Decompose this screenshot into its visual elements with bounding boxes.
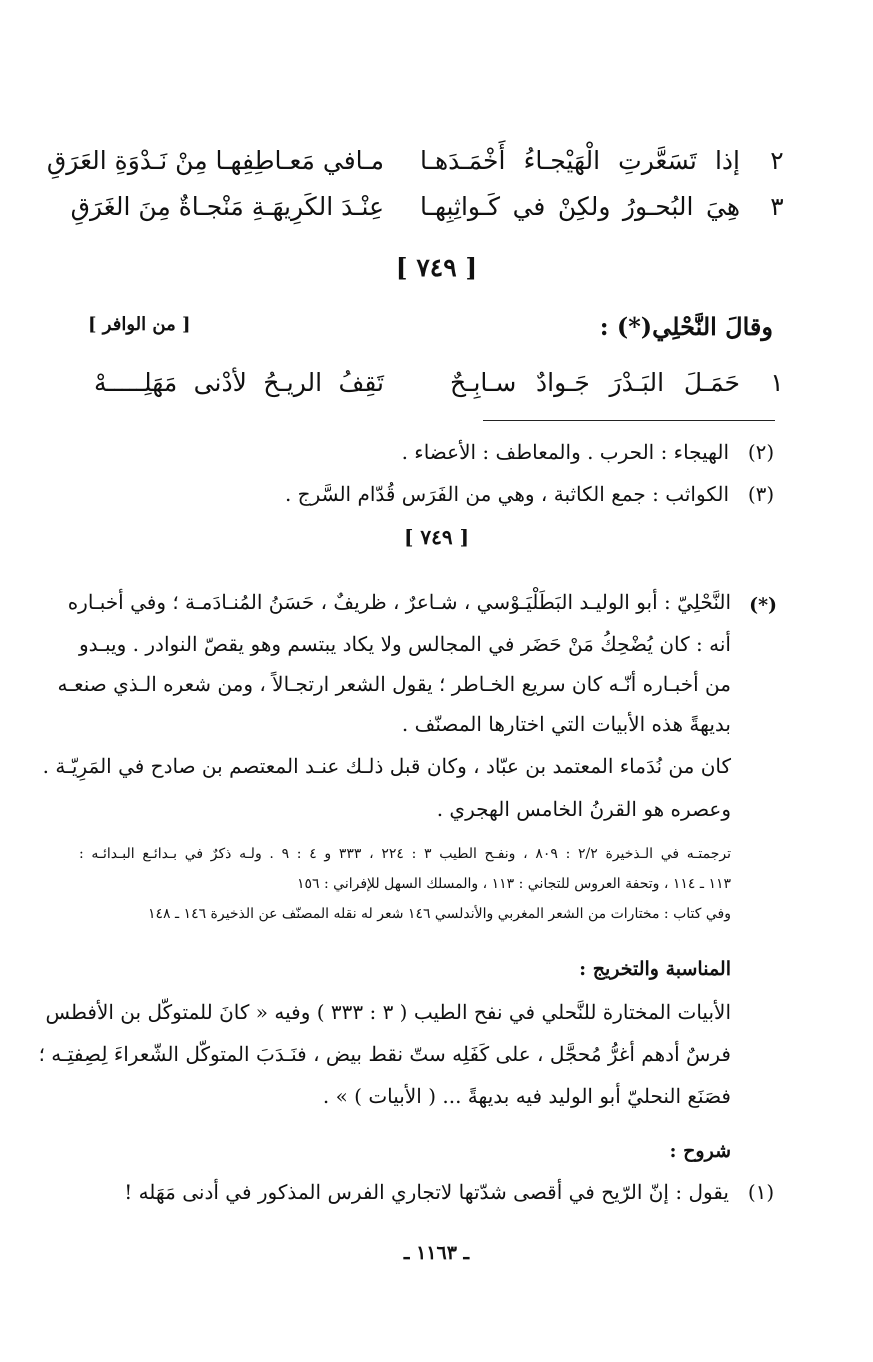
biography-line: كان من نُدَماء المعتمد بن عبّاد ، وكان قبل ذلـك عنـد المعتصم بن صادح في المَرِيّـة . (42, 754, 731, 778)
poem-number-footnote: [ ٧٤٩ ] (403, 525, 470, 549)
verse-number: ٣ (770, 192, 784, 221)
poem-heading: وقالَ النَّحْلِي(*) : (599, 312, 773, 341)
footnote-number: (٢) (747, 440, 775, 464)
verse-second-hemistich: مـافي مَعـاطِفِهـا مِنْ نَـدْوَةِ العَرَقِ (46, 146, 384, 175)
footnote-text: الهيجاء : الحرب . والمعاطف : الأعضاء . (401, 440, 729, 464)
section-body-line: فرسٌ أدهم أغرُّ مُحجَّل ، على كَفَلِه ستّ نقط بيض ، فنَـدَبَ المتوكّل الشّعراءَ لِصِفتِـه ؛ (38, 1042, 731, 1066)
verse-second-hemistich: عِنْـدَ الكَرِيهَـةِ مَنْجـاةٌ مِنَ الغَرَقِ (70, 192, 384, 221)
biography-line: وعصره هو القرنُ الخامس الهجري . (436, 797, 731, 821)
verse-row (72, 368, 792, 408)
footnote (87, 482, 777, 516)
footnote-text: الكواثب : جمع الكاثبة ، وهي من الفَرَس قُدّام السَّرج . (284, 482, 729, 506)
section-body-line: الأبيات المختارة للنَّحلي في نفح الطيب ( ٣ : ٣٣٣ ) وفيه « كانَ للمتوكّل بن الأفطس (45, 1000, 731, 1024)
verse-row (46, 146, 792, 186)
commentary-text: يقول : إنّ الرّيح في أقصى شدّتها لاتجاري الفرس المذكور في أدنى مَهَله ! (124, 1180, 729, 1204)
biography-line: من أخبـاره أنّـه كان سريع الخـاطر ؛ يقول الشعر ارتجـالاً ، ومن شعره الـذي صنعـه (57, 672, 731, 696)
commentary-item (87, 1180, 777, 1214)
commentary-number: (١) (747, 1180, 775, 1204)
source-line: ترجمتـه في الـذخيرة ٢/٢ : ٨٠٩ ، ونفـح الطيب ٣ : ٢٢٤ ، ٣٣٣ و ٤ : ٩ . ولـه ذكرٌ في بـدائـع البـدائـه : (79, 846, 731, 862)
verse-row (72, 192, 792, 232)
source-line: ١١٣ ـ ١١٤ ، وتحفة العروس للتجاني : ١١٣ ، والمسلك السهل للإفراني : ١٥٦ (296, 876, 731, 892)
verse-second-hemistich: تَقِفُ الريـحُ لأدْنى مَهَلِـــــهْ (94, 368, 384, 397)
page-number: ـ ١١٦٣ ـ (403, 1242, 470, 1264)
footnote-number: (٣) (747, 482, 775, 506)
verse-number: ١ (770, 368, 784, 397)
poem-meter: [ من الوافر ] (88, 314, 191, 335)
verse-first-hemistich: هِيَ البُحـورُ ولكِنْ في كَـواثِبِهـا (420, 192, 740, 221)
biography-line: النَّحْلِيّ : أبو الوليـد البَطَلْيَـوْسي ، شـاعرٌ ، ظريفٌ ، حَسَنُ المُنـادَمـة ؛ وفي أخبـاره (67, 590, 731, 614)
biography-line: أنه : كان يُضْحِكُ مَنْ حَضَر في المجالس ولا يكاد يبتسم وهو يقصّ النوادر . ويبـدو (79, 632, 731, 656)
verse-first-hemistich: إذا تَسَعَّرتِ الْهَيْجـاءُ أَخْمَـدَهـا (420, 146, 740, 175)
source-line: وفي كتاب : مختارات من الشعر المغربي والأندلسي ١٤٦ شعر له نقله المصنّف عن الذخيرة ١٤٦ ـ ١٤٨ (147, 906, 731, 922)
verse-first-hemistich: حَمَـلَ البَـدْرَ جَـوادٌ سـابِـحٌ (450, 368, 740, 397)
footnote (87, 440, 777, 474)
biography-marker: (*) (749, 594, 777, 616)
footnote-separator (483, 420, 775, 421)
section-body-line: فصَنَع النحليّ أبو الوليد فيه بديهةً ... ( الأبيات ) » . (322, 1084, 731, 1108)
verse-number: ٢ (770, 146, 784, 175)
section-title: شروح : (669, 1140, 731, 1162)
poem-number: [ ٧٤٩ ] (395, 253, 478, 282)
biography-line: بديهةً هذه الأبيات التي اختارها المصنّف . (401, 712, 731, 736)
section-title: المناسبة والتخريج : (579, 958, 731, 980)
